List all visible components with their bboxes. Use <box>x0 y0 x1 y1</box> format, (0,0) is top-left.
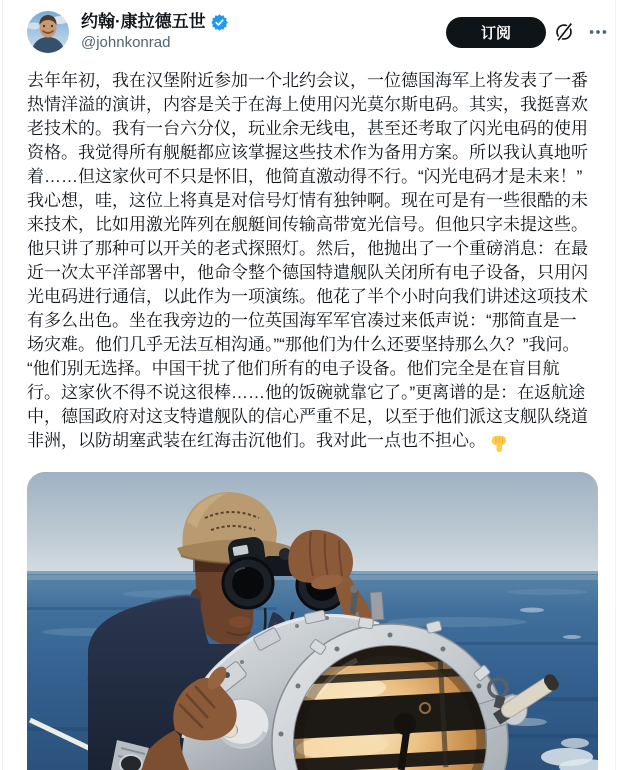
grok-button[interactable] <box>553 21 575 43</box>
post-text-line: 光电码进行通信，以此作为一项演练。他花了半个小时向我们讲述这项技术 <box>27 287 588 306</box>
post-text-line: 非洲，以防胡塞武装在红海击沉他们。我对此一点也不担心。 <box>27 431 486 450</box>
header-actions <box>446 17 609 48</box>
sailor-signal-lamp-photo <box>27 472 598 770</box>
avatar[interactable] <box>27 11 69 53</box>
post-text-line: 热情洋溢的演讲，内容是关于在海上使用闪光莫尔斯电码。其实，我挺喜欢 <box>27 95 588 114</box>
tweet-column <box>2 0 616 770</box>
post-text-line: 去年年初，我在汉堡附近参加一个北约会议，一位德国海军上将发表了一番 <box>27 71 588 90</box>
post-photo[interactable] <box>27 472 598 770</box>
post-header <box>27 11 609 53</box>
author-handle[interactable]: @johnkonrad <box>81 34 171 51</box>
post-text-line: 来技术，比如用激光阵列在舰艇间传输高带宽光信号。但他只字未提这些。 <box>27 215 588 234</box>
post-text-line: 近一次太平洋部署中，他命令整个德国特遣舰队关闭所有电子设备，只用闪 <box>27 263 588 282</box>
grok-icon <box>553 21 575 43</box>
author-name-row <box>81 12 229 32</box>
post-text-line: 中，德国政府对这支特遣舰队的信心严重不足，以至于他们派这支舰队绕道 <box>27 407 588 426</box>
author-id-block <box>81 12 229 52</box>
post-text-line: 场灾难。他们几乎无法互相沟通。”“那他们为什么还要坚持那么久？”我问。 <box>27 335 580 354</box>
post-text-line: 着……但这家伙可不只是怀旧，他简直激动得不行。“闪光电码才是未来！” <box>27 167 583 186</box>
subscribe-button[interactable]: 订阅 <box>446 17 546 48</box>
pointing-down-emoji <box>489 433 509 453</box>
post-text-line: 老技术的。我有一台六分仪，玩业余无线电，甚至还考取了闪光电码的使用 <box>27 119 588 138</box>
post-text-line: “他们别无选择。中国干扰了他们所有的电子设备。他们完全是在盲目航 <box>27 359 560 378</box>
avatar-photo <box>27 11 69 53</box>
post-text-line: 行。这家伙不得不说这很棒……他的饭碗就靠它了。”更离谱的是：在返航途 <box>27 383 586 402</box>
more-ellipsis-icon <box>587 21 609 43</box>
post-text-last-line <box>27 429 609 453</box>
post-text <box>27 69 609 429</box>
author-display-name[interactable]: 约翰·康拉德五世 <box>81 12 206 31</box>
verified-badge-icon <box>210 13 229 32</box>
post-text-line: 有多么出色。坐在我旁边的一位英国海军军官凑过来低声说：“那简直是一 <box>27 311 577 330</box>
post-text-line: 我心想，哇，这位上将真是对信号灯情有独钟啊。现在可是有一些很酷的未 <box>27 191 588 210</box>
more-button[interactable] <box>587 21 609 43</box>
post-text-line: 资格。我觉得所有舰艇都应该掌握这些技术作为备用方案。所以我认真地听 <box>27 143 588 162</box>
post-text-line: 他只讲了那种可以开关的老式探照灯。然后，他抛出了一个重磅消息：在最 <box>27 239 588 258</box>
